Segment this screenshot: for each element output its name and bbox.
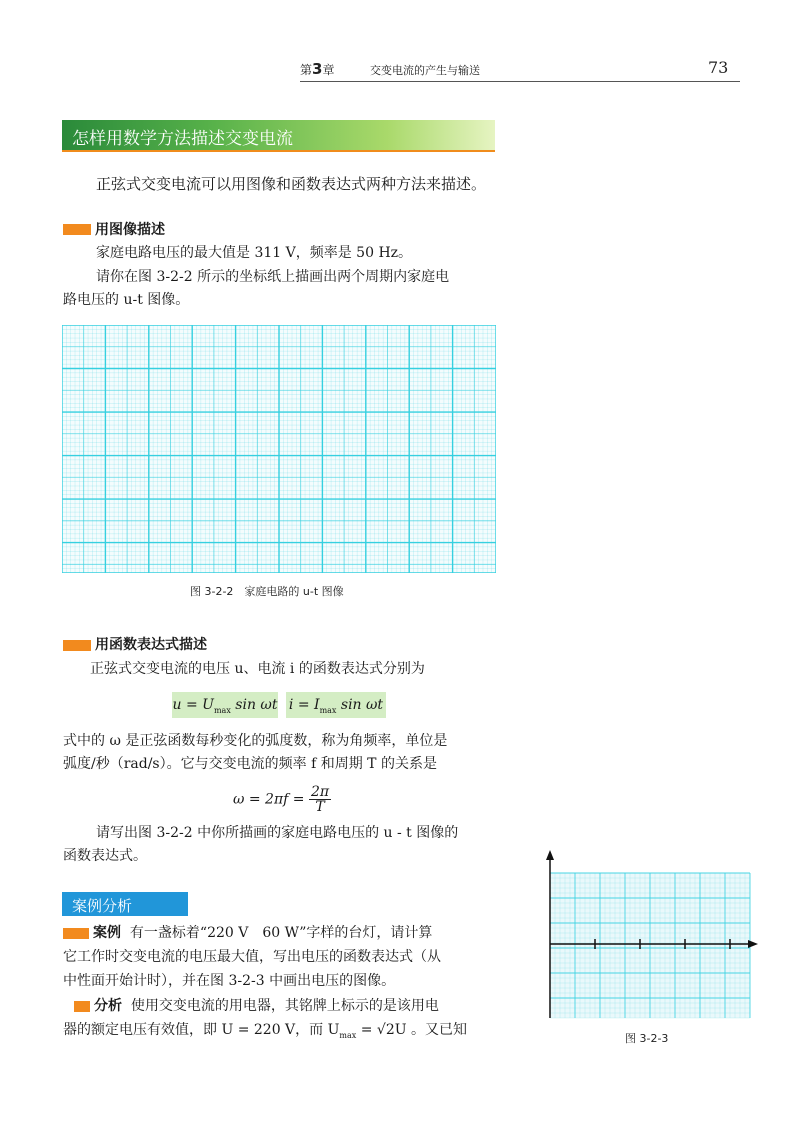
- case-line-2: 它工作时交变电流的电压最大值，写出电压的函数表达式（从: [63, 949, 441, 965]
- x-axis-arrow-icon: [748, 940, 758, 948]
- figure-caption-3-2-2: 图 3-2-2 家庭电路的 u-t 图像: [190, 585, 344, 598]
- analysis-line-2: [63, 1019, 467, 1047]
- subsection-graph-heading: 用图像描述: [95, 222, 165, 238]
- figure-caption-3-2-3: 图 3-2-3: [625, 1032, 669, 1045]
- figure-3-2-3-grid: [550, 873, 750, 1018]
- analysis-text-1: 使用交变电流的用电器，其铭牌上标示的是该用电: [130, 998, 439, 1014]
- function-line-3: 弧度/秒（rad/s）。它与交变电流的频率 f 和周期 T 的关系是: [63, 756, 437, 772]
- formula-i-lhs: i = I: [288, 697, 320, 713]
- analysis-marker: [74, 1001, 90, 1012]
- page-number: 73: [708, 58, 729, 77]
- analysis-text-2b: = √2U 。又已知: [356, 1022, 468, 1038]
- figure-3-2-3-axes: [540, 848, 760, 1020]
- formula-u-lhs: u = U: [172, 697, 214, 713]
- graph-line-1: 家庭电路电压的最大值是 311 V，频率是 50 Hz。: [96, 245, 413, 261]
- case-label: 案例: [93, 925, 121, 941]
- analysis-label: 分析: [94, 998, 122, 1014]
- analysis-text-2a: 器的额定电压有效值，即 U = 220 V，而 U: [63, 1022, 340, 1038]
- header-divider: [300, 81, 740, 82]
- omega-denominator: T: [315, 799, 325, 815]
- analysis-text-2-sub: max: [339, 1030, 357, 1040]
- formula-i: [286, 692, 386, 718]
- formula-i-sub: max: [319, 705, 337, 715]
- function-line-5: 函数表达式。: [63, 848, 147, 864]
- omega-formula: [233, 785, 331, 814]
- subsection-marker: [63, 224, 91, 235]
- formula-i-rhs: sin ωt: [336, 697, 384, 713]
- graph-line-2: 请你在图 3-2-2 所示的坐标纸上描画出两个周期内家庭电: [96, 269, 450, 285]
- graph-paper-figure-3-2-2: [62, 325, 496, 573]
- subsection-function-heading: 用函数表达式描述: [95, 637, 207, 653]
- section-underline: [62, 150, 495, 152]
- case-text-1: 有一盏标着“220 V 60 W”字样的台灯，请计算: [129, 925, 433, 941]
- chapter-title: 交变电流的产生与输送: [370, 64, 480, 77]
- chapter-prefix: 第: [300, 63, 313, 77]
- formula-u: [172, 692, 278, 718]
- formula-u-rhs: sin ωt: [230, 697, 278, 713]
- chapter-suffix: 章: [322, 63, 335, 77]
- chapter-label: [300, 60, 334, 78]
- section-title: 怎样用数学方法描述交变电流: [72, 129, 293, 149]
- case-marker: [63, 928, 89, 939]
- function-line-4: 请写出图 3-2-2 中你所描画的家庭电路电压的 u - t 图像的: [96, 825, 459, 841]
- formula-u-sub: max: [213, 705, 231, 715]
- chapter-number: 3: [312, 60, 323, 78]
- graph-line-3: 路电压的 u-t 图像。: [63, 292, 190, 308]
- function-line-2: 式中的 ω 是正弦函数每秒变化的弧度数，称为角频率，单位是: [63, 733, 448, 749]
- analysis-line-1: [74, 995, 439, 1017]
- case-line-3: 中性面开始计时），并在图 3-2-3 中画出电压的图像。: [63, 973, 396, 989]
- subsection-marker: [63, 640, 91, 651]
- case-line-1: [63, 922, 432, 944]
- case-study-title: 案例分析: [72, 897, 133, 915]
- omega-formula-left: ω = 2πf =: [233, 791, 309, 808]
- function-line-1: 正弦式交变电流的电压 u、电流 i 的函数表达式分别为: [90, 661, 425, 677]
- y-axis-arrow-icon: [546, 850, 554, 860]
- omega-numerator: 2π: [310, 784, 330, 800]
- section-intro: 正弦式交变电流可以用图像和函数表达式两种方法来描述。: [96, 175, 487, 193]
